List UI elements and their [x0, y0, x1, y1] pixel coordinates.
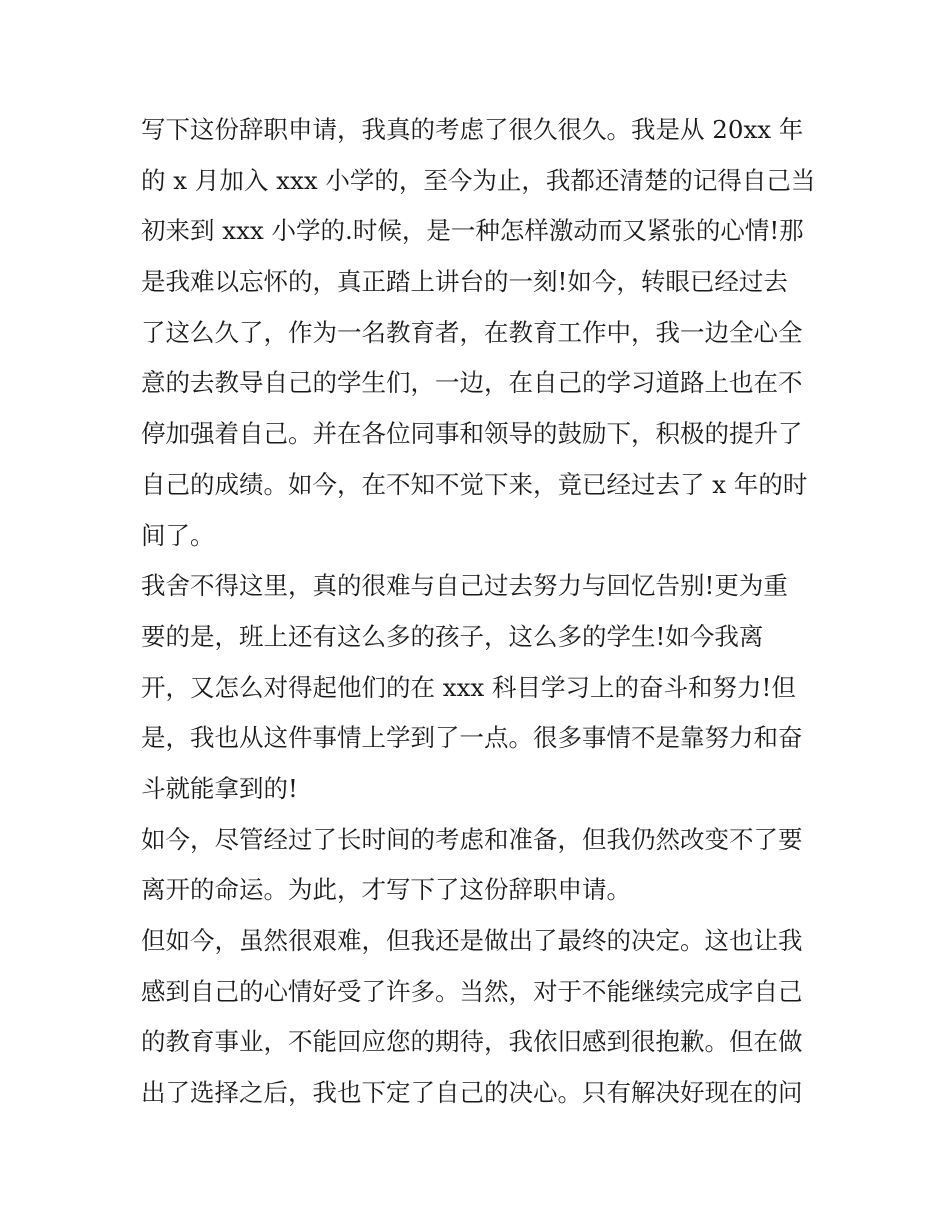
text-line: 停加强着自己。并在各位同事和领导的鼓励下，积极的提升了	[141, 419, 803, 449]
text-line: 间了。	[141, 520, 215, 550]
text-line: 开，又怎么对得起他们的在 xxx 科目学习上的奋斗和努力!但	[141, 672, 796, 702]
text-line: 的 x 月加入 xxx 小学的，至今为止，我都还清楚的记得自己当	[141, 165, 816, 195]
text-line: 初来到 xxx 小学的.时候，是一种怎样激动而又紧张的心情!那	[141, 216, 804, 246]
text-line: 斗就能拿到的!	[141, 773, 298, 803]
text-line: 要的是，班上还有这么多的孩子，这么多的学生!如今我离	[141, 621, 764, 651]
document-body	[141, 105, 821, 1119]
text-line: 我舍不得这里，真的很难与自己过去努力与回忆告别!更为重	[141, 571, 788, 601]
text-line: 意的去教导自己的学生们，一边，在自己的学习道路上也在不	[141, 368, 803, 398]
text-line: 出了选择之后，我也下定了自己的决心。只有解决好现在的问	[141, 1078, 803, 1108]
text-line: 是，我也从这件事情上学到了一点。很多事情不是靠努力和奋	[141, 723, 803, 753]
text-line: 感到自己的心情好受了许多。当然，对于不能继续完成字自己	[141, 976, 803, 1006]
text-line: 但如今，虽然很艰难，但我还是做出了最终的决定。这也让我	[141, 926, 803, 955]
text-line: 写下这份辞职申请，我真的考虑了很久很久。我是从 20xx 年	[141, 115, 804, 144]
text-line: 自己的成绩。如今，在不知不觉下来，竟已经过去了 x 年的时	[141, 469, 808, 499]
text-line: 离开的命运。为此，才写下了这份辞职申请。	[141, 875, 631, 905]
text-line: 的教育事业，不能回应您的期待，我依旧感到很抱歉。但在做	[141, 1027, 803, 1057]
text-line: 是我难以忘怀的，真正踏上讲台的一刻!如今，转眼已经过去	[141, 267, 788, 297]
text-line: 如今，尽管经过了长时间的考虑和准备，但我仍然改变不了要	[141, 824, 803, 854]
text-line: 了这么久了，作为一名教育者，在教育工作中，我一边全心全	[141, 317, 803, 347]
